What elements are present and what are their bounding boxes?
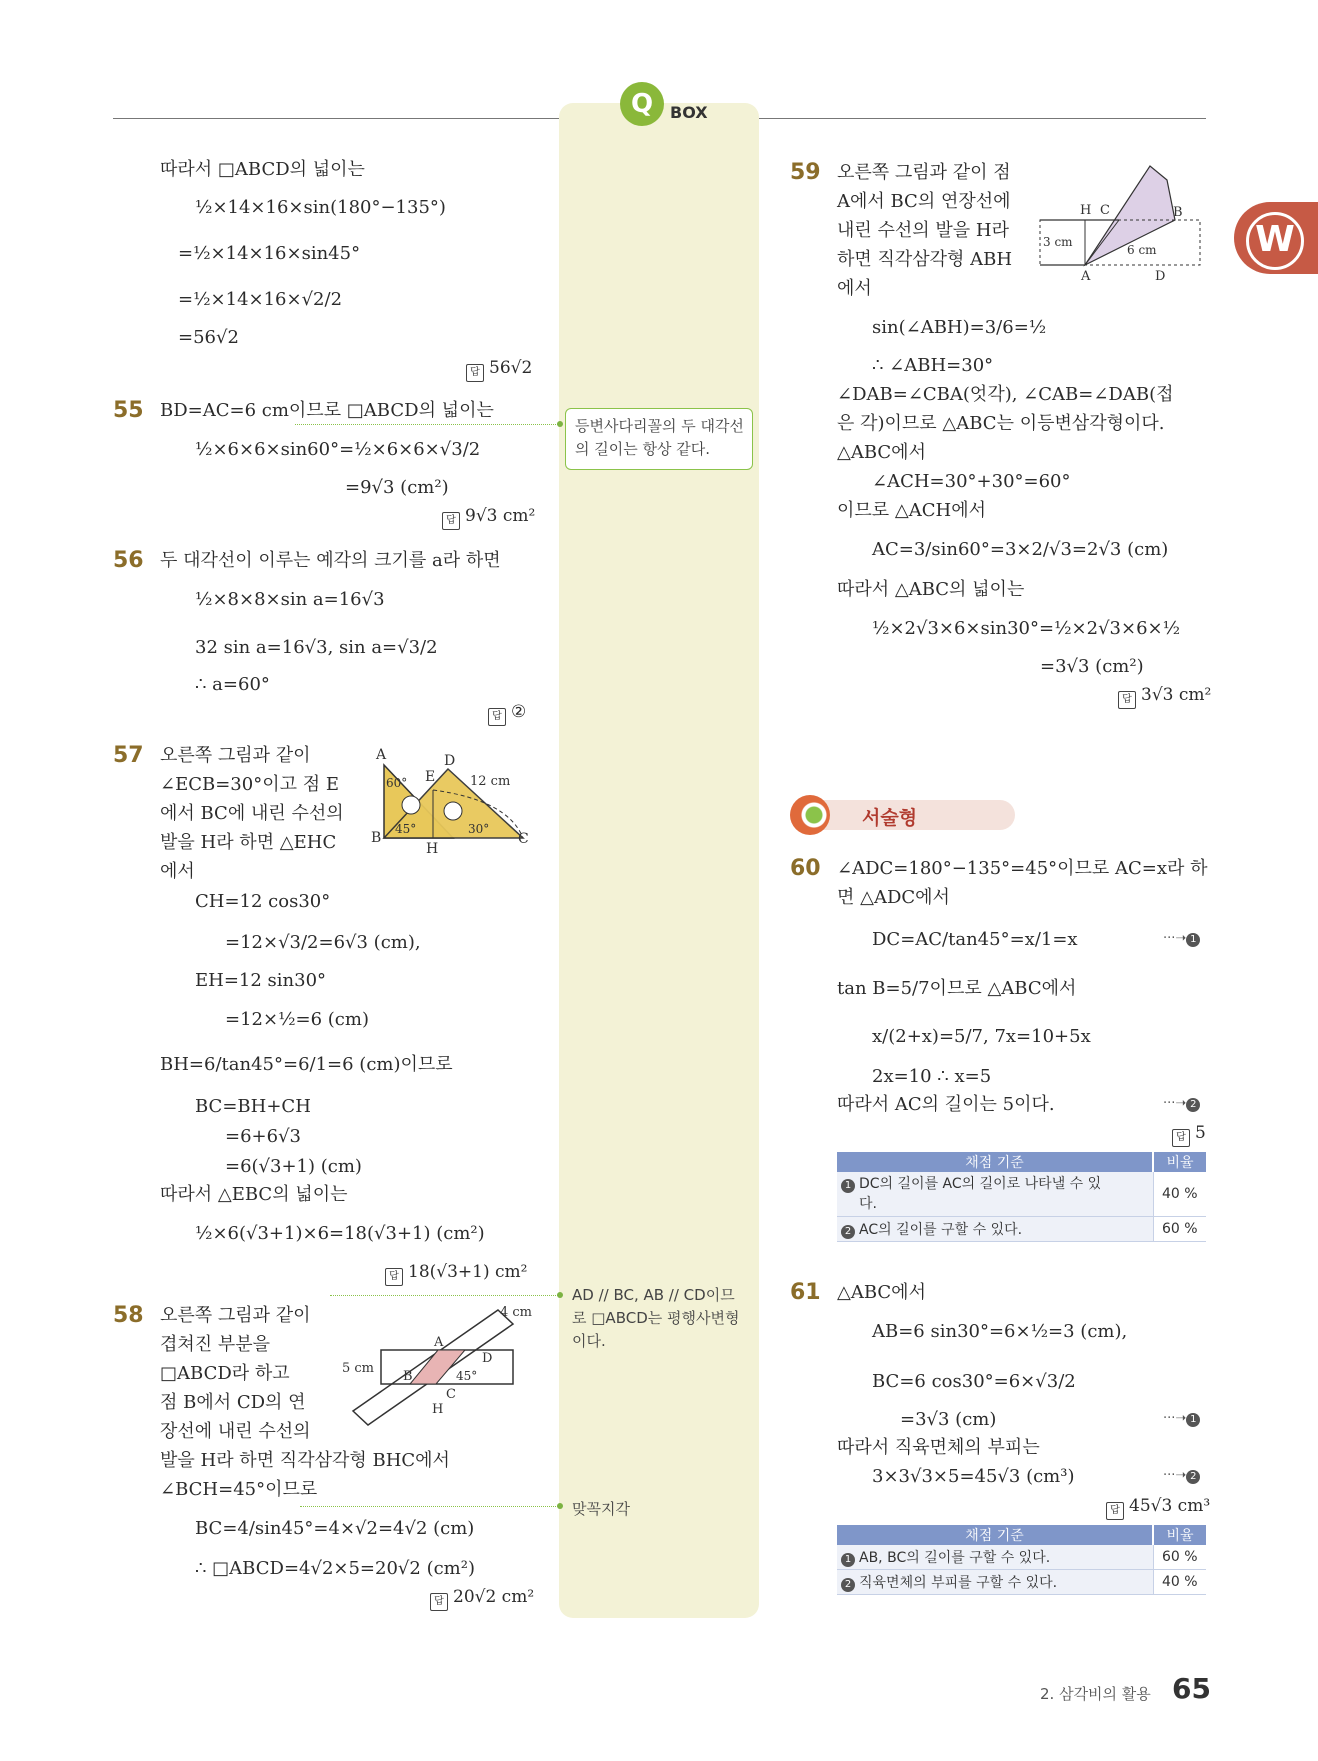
p60-line: 따라서 AC의 길이는 5이다. — [837, 1094, 1055, 1115]
fig-label-d: D — [482, 1351, 493, 1366]
p55-line: BD=AC=6 cm이므로 □ABCD의 넓이는 — [160, 400, 494, 421]
p57-line: 에서 BC에 내린 수선의 — [160, 803, 344, 824]
p57-line: ∠ECB=30°이고 점 E — [160, 774, 339, 795]
p58-line: 겹쳐진 부분을 — [160, 1334, 271, 1355]
crit-pct: 40 % — [1153, 1570, 1206, 1595]
crit-text: AB, BC의 길이를 구할 수 있다. — [859, 1550, 1051, 1566]
p56-answer-text: ② — [511, 702, 527, 722]
p58-figure — [338, 1300, 538, 1430]
qbox-q: Q — [630, 89, 654, 119]
fig-label-a: A — [376, 747, 387, 763]
step-marker: ···➝ 2 — [1163, 1468, 1204, 1484]
step-marker: ···➝ 1 — [1163, 931, 1204, 947]
fig-side: 6 cm — [1127, 243, 1157, 257]
p57-line: 발을 H라 하면 △EHC — [160, 832, 337, 853]
fig-label-h: H — [432, 1402, 444, 1417]
crit-pct: 60 % — [1153, 1545, 1206, 1570]
p56-line: 두 대각선이 이루는 예각의 크기를 a라 하면 — [160, 550, 501, 571]
p58-line: 점 B에서 CD의 연 — [160, 1392, 306, 1413]
crit-text: 다. — [859, 1196, 877, 1212]
p57-line: =12×½=6 (cm) — [225, 1009, 369, 1030]
step-marker: ···➝ 1 — [1163, 1411, 1204, 1427]
step-marker: ···➝ 2 — [1163, 1096, 1204, 1112]
p60-criteria-table — [837, 1152, 1206, 1242]
p59-line: 하면 직각삼각형 ABH — [837, 249, 1013, 270]
p58-line: 장선에 내린 수선의 — [160, 1421, 311, 1442]
p59-line: 내린 수선의 발을 H라 — [837, 220, 1009, 241]
p57-line: 에서 — [160, 861, 195, 882]
section-icon — [790, 795, 830, 835]
crit-circle: 2 — [841, 1225, 855, 1239]
crit-header: 비율 — [1153, 1152, 1206, 1172]
p59-line: 에서 — [837, 278, 872, 299]
leader-dot — [557, 1292, 563, 1298]
fig-label-b: B — [371, 830, 382, 846]
note-text: 의 길이는 항상 같다. — [575, 440, 710, 458]
p56-line: 32 sin a=16√3, sin a=√3/2 — [195, 637, 438, 658]
answer-icon: 답 — [1172, 1129, 1190, 1147]
fig-label-d: D — [1155, 269, 1166, 284]
p59-answer — [1118, 685, 1211, 709]
fig-angle-45: 45° — [456, 1369, 478, 1383]
fig-label-e: E — [425, 769, 436, 785]
problem-number: 57 — [113, 743, 144, 768]
p54-line: ½×14×16×sin(180°−135°) — [195, 197, 446, 218]
fig-label-h: H — [426, 841, 439, 855]
p59-line: ∠ACH=30°+30°=60° — [872, 471, 1071, 492]
leader-dot — [557, 1503, 563, 1509]
answer-icon: 답 — [1106, 1502, 1124, 1520]
note-text: AD // BC, AB // CD이므 — [572, 1286, 735, 1304]
p55-answer — [442, 506, 535, 530]
p57-line: =12×√3/2=6√3 (cm), — [225, 932, 421, 953]
crit-cell — [837, 1172, 1153, 1217]
fig-length: 12 cm — [470, 774, 511, 789]
p55-answer-text: 9√3 cm² — [465, 506, 536, 526]
qbox-label: BOX — [670, 103, 708, 122]
p57-line: =6+6√3 — [225, 1126, 301, 1147]
crit-pct: 60 % — [1153, 1217, 1206, 1242]
crit-text: DC의 길이를 AC의 길이로 나타낼 수 있 — [859, 1176, 1102, 1192]
crit-text: 직육면체의 부피를 구할 수 있다. — [859, 1575, 1058, 1591]
p59-line: ∴ ∠ABH=30° — [872, 355, 994, 376]
p56-line: ½×8×8×sin a=16√3 — [195, 589, 385, 610]
p59-line: sin(∠ABH)=3/6=½ — [872, 317, 1047, 338]
answer-icon: 답 — [385, 1268, 403, 1286]
p61-line: AB=6 sin30°=6×½=3 (cm), — [872, 1321, 1128, 1342]
p58-line: BC=4/sin45°=4×√2=4√2 (cm) — [195, 1518, 475, 1539]
header-rule-right — [759, 118, 1206, 119]
crit-cell — [837, 1570, 1153, 1595]
p54-answer-text: 56√2 — [489, 358, 533, 378]
answer-icon: 답 — [430, 1593, 448, 1611]
p58-line: ∠BCH=45°이므로 — [160, 1479, 318, 1500]
p57-line: BC=BH+CH — [195, 1096, 311, 1117]
crit-header: 채점 기준 — [837, 1525, 1153, 1545]
qbox-column — [559, 103, 759, 1618]
p58-line: 오른쪽 그림과 같이 — [160, 1305, 311, 1326]
p59-line: AC=3/sin60°=3×2/√3=2√3 (cm) — [872, 539, 1169, 560]
step-circle: 2 — [1186, 1470, 1200, 1484]
hole-circle — [444, 802, 462, 820]
p61-line: =3√3 (cm) — [900, 1409, 997, 1430]
p60-line: 면 △ADC에서 — [837, 887, 950, 908]
p59-line: ½×2√3×6×sin30°=½×2√3×6×½ — [872, 618, 1181, 639]
crit-cell — [837, 1217, 1153, 1242]
p61-line: 3×3√3×5=45√3 (cm³) — [872, 1466, 1075, 1487]
p59-line: A에서 BC의 연장선에 — [837, 191, 1011, 212]
p61-line: △ABC에서 — [837, 1282, 926, 1303]
fig-angle-60: 60° — [386, 776, 408, 790]
p60-answer — [1172, 1123, 1206, 1147]
p57-answer — [385, 1262, 527, 1286]
crit-circle: 1 — [841, 1553, 855, 1567]
step-circle: 1 — [1186, 1413, 1200, 1427]
p59-figure — [1035, 160, 1210, 285]
p60-line: x/(2+x)=5/7, 7x=10+5x — [872, 1026, 1091, 1047]
p60-line: ∠ADC=180°−135°=45°이므로 AC=x라 하 — [837, 858, 1208, 879]
p58-line: 발을 H라 하면 직각삼각형 BHC에서 — [160, 1450, 450, 1471]
p58-answer — [430, 1587, 534, 1611]
crit-pct: 40 % — [1153, 1172, 1206, 1217]
answer-icon: 답 — [1118, 691, 1136, 709]
leader-line — [295, 424, 560, 425]
p58-line: □ABCD라 하고 — [160, 1363, 290, 1384]
p60-answer-text: 5 — [1195, 1123, 1206, 1143]
crit-text: AC의 길이를 구할 수 있다. — [859, 1222, 1023, 1238]
p59-line: △ABC에서 — [837, 442, 926, 463]
note-text: 로 □ABCD는 평행사변형 — [572, 1309, 740, 1327]
leader-line — [330, 1295, 560, 1296]
crit-row — [837, 1172, 1206, 1217]
answer-icon: 답 — [442, 512, 460, 530]
fig-w5: 5 cm — [342, 1361, 375, 1376]
qbox-logo — [620, 82, 664, 126]
p57-line: CH=12 cos30° — [195, 891, 331, 912]
p54-answer — [466, 358, 532, 382]
p60-line: DC=AC/tan45°=x/1=x — [872, 929, 1078, 950]
fig-w4: 4 cm — [500, 1305, 533, 1320]
crit-cell — [837, 1545, 1153, 1570]
p59-line: 따라서 △ABC의 넓이는 — [837, 579, 1025, 600]
fig-label-c: C — [518, 831, 529, 847]
p56-answer — [488, 702, 526, 726]
chapter-badge — [1234, 202, 1318, 274]
p54-line: =56√2 — [178, 327, 239, 348]
p57-line: ½×6(√3+1)×6=18(√3+1) (cm²) — [195, 1223, 485, 1244]
crit-row — [837, 1217, 1206, 1242]
crit-row — [837, 1570, 1206, 1595]
p57-figure — [368, 745, 538, 855]
problem-number: 55 — [113, 398, 144, 423]
problem-number: 61 — [790, 1280, 821, 1305]
section-title: 서술형 — [862, 807, 918, 829]
crit-header: 채점 기준 — [837, 1152, 1153, 1172]
answer-icon: 답 — [488, 708, 506, 726]
p54-line: 따라서 □ABCD의 넓이는 — [160, 159, 365, 180]
step-circle: 1 — [1186, 933, 1200, 947]
leader-dot — [557, 421, 563, 427]
fig-label-c: C — [1100, 203, 1110, 218]
p61-line: BC=6 cos30°=6×√3/2 — [872, 1371, 1076, 1392]
problem-number: 59 — [790, 160, 821, 185]
p57-line: EH=12 sin30° — [195, 970, 327, 991]
answer-icon: 답 — [466, 364, 484, 382]
p57-line: =6(√3+1) (cm) — [225, 1156, 362, 1177]
crit-circle: 1 — [841, 1179, 855, 1193]
p55-line: =9√3 (cm²) — [345, 477, 449, 498]
leader-line — [300, 1506, 560, 1507]
p61-criteria-table — [837, 1525, 1206, 1595]
p57-line: BH=6/tan45°=6/1=6 (cm)이므로 — [160, 1054, 453, 1075]
fig-height: 3 cm — [1043, 235, 1073, 249]
fig-label-c: C — [446, 1387, 456, 1402]
fig-angle-45: 45° — [395, 822, 417, 836]
w-icon: W — [1246, 212, 1304, 270]
note-text: 이다. — [572, 1332, 606, 1350]
p59-line: 이므로 △ACH에서 — [837, 500, 986, 521]
header-rule-left — [113, 118, 559, 119]
p59-line: ∠DAB=∠CBA(엇각), ∠CAB=∠DAB(접 — [837, 384, 1174, 405]
hole-circle — [402, 796, 420, 814]
problem-number: 60 — [790, 856, 821, 881]
p57-answer-text: 18(√3+1) cm² — [408, 1262, 528, 1282]
fig-label-a: A — [1081, 269, 1091, 284]
p55-line: ½×6×6×sin60°=½×6×6×√3/2 — [195, 439, 481, 460]
p59-line: 오른쪽 그림과 같이 점 — [837, 162, 1011, 183]
p54-line: =½×14×16×sin45° — [178, 243, 361, 264]
problem-number: 56 — [113, 548, 144, 573]
p61-line: 따라서 직육면체의 부피는 — [837, 1437, 1040, 1458]
p61-answer — [1106, 1496, 1210, 1520]
step-circle: 2 — [1186, 1098, 1200, 1112]
p60-line: tan B=5/7이므로 △ABC에서 — [837, 978, 1077, 999]
p59-line: 은 각)이므로 △ABC는 이등변삼각형이다. — [837, 413, 1165, 434]
fig-label-b: B — [1173, 205, 1183, 220]
note-text: 맞꼭지각 — [572, 1500, 630, 1518]
p60-line: 2x=10 ∴ x=5 — [872, 1066, 992, 1087]
p59-line: =3√3 (cm²) — [1040, 656, 1144, 677]
crit-row — [837, 1545, 1206, 1570]
p61-answer-text: 45√3 cm³ — [1129, 1496, 1211, 1516]
p58-line: ∴ □ABCD=4√2×5=20√2 (cm²) — [195, 1558, 475, 1579]
p57-line: 따라서 △EBC의 넓이는 — [160, 1184, 348, 1205]
p56-line: ∴ a=60° — [195, 674, 270, 695]
p58-answer-text: 20√2 cm² — [453, 1587, 535, 1607]
crit-circle: 2 — [841, 1578, 855, 1592]
fig-label-a: A — [434, 1335, 444, 1350]
footer-chapter: 2. 삼각비의 활용 — [1040, 1685, 1151, 1703]
p59-answer-text: 3√3 cm² — [1141, 685, 1212, 705]
fig-label-h: H — [1080, 203, 1092, 218]
crit-header: 비율 — [1153, 1525, 1206, 1545]
p54-line: =½×14×16×√2/2 — [178, 289, 343, 310]
fig-label-b: B — [403, 1369, 413, 1384]
note-text: 등변사다리꼴의 두 대각선 — [575, 417, 744, 435]
p57-line: 오른쪽 그림과 같이 — [160, 745, 311, 766]
problem-number: 58 — [113, 1303, 144, 1328]
fig-label-d: D — [444, 753, 456, 769]
page-number: 65 — [1172, 1672, 1211, 1705]
fig-angle-30: 30° — [468, 822, 490, 836]
